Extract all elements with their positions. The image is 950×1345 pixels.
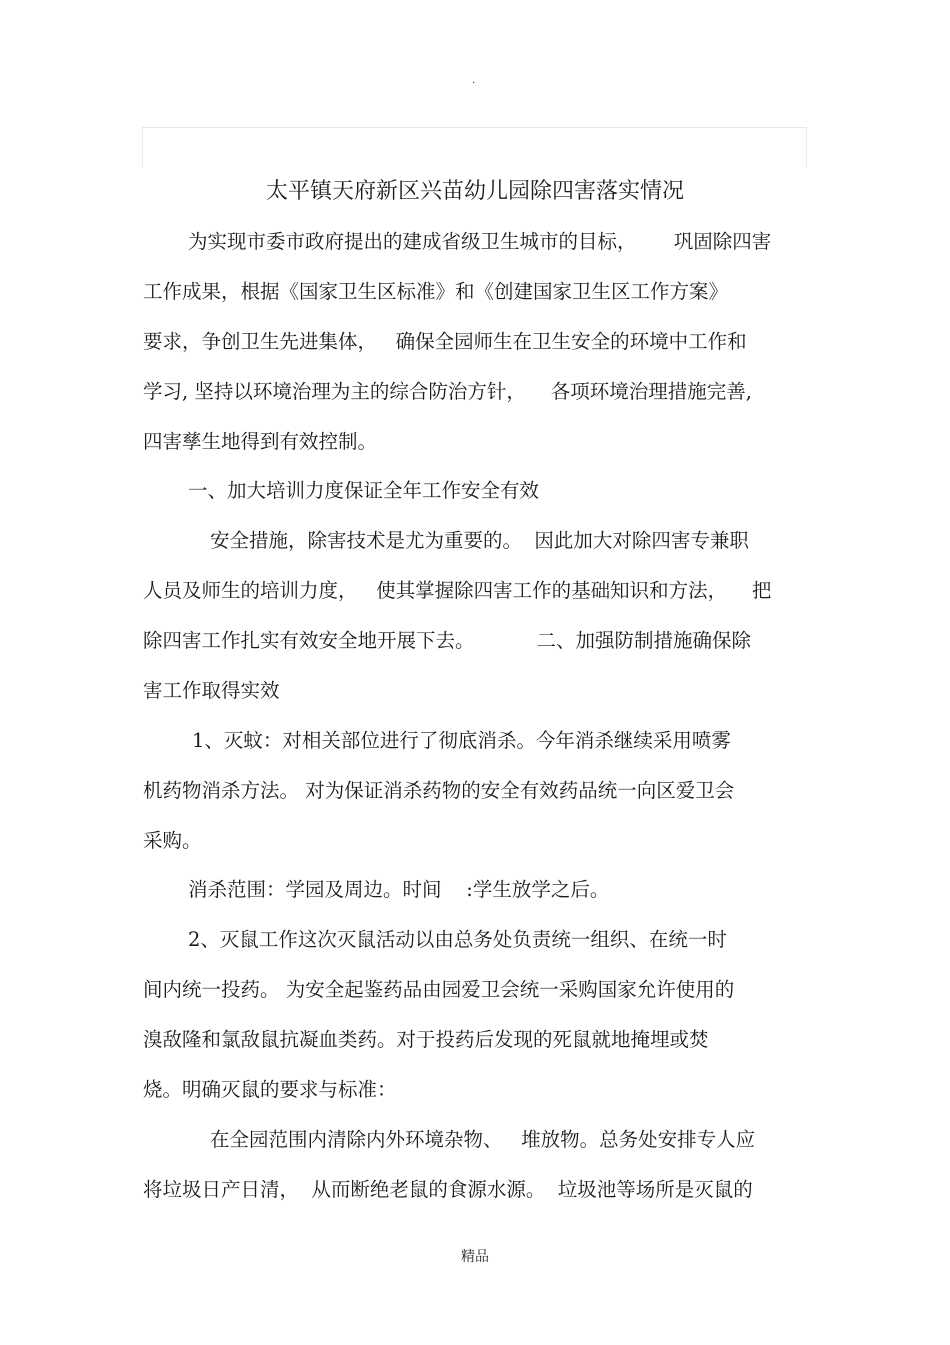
body-line: 为实现市委市政府提出的建成省级卫生城市的目标， 巩固除四害 — [188, 230, 772, 253]
body-line: 害工作取得实效 — [143, 679, 280, 702]
body-line: 烧。明确灭鼠的要求与标准： — [143, 1078, 397, 1101]
body-line: 1、灭蚊：对相关部位进行了彻底消杀。今年消杀继续采用喷雾 — [192, 729, 731, 752]
document-title: 太平镇天府新区兴苗幼儿园除四害落实情况 — [265, 179, 684, 204]
body-line: 要求，争创卫生先进集体， 确保全园师生在卫生安全的环境中工作和 — [143, 330, 747, 353]
body-line: 消杀范围：学园及周边。时间 :学生放学之后。 — [188, 878, 610, 901]
body-line: 工作成果，根据《国家卫生区标准》和《创建国家卫生区工作方案》 — [143, 280, 729, 303]
body-line: 间内统一投药。 为安全起鉴药品由园爱卫会统一采购国家允许使用的 — [143, 978, 735, 1001]
body-line: 安全措施，除害技术是尤为重要的。 因此加大对除四害专兼职 — [210, 529, 749, 552]
body-line: 溴敌隆和氯敌鼠抗凝血类药。对于投药后发现的死鼠就地掩埋或焚 — [143, 1028, 709, 1051]
body-line: 机药物消杀方法。 对为保证消杀药物的安全有效药品统一向区爱卫会 — [143, 779, 735, 802]
body-line: 在全园范围内清除内外环境杂物、 堆放物。总务处安排专人应 — [210, 1128, 756, 1151]
body-line: 2、灭鼠工作这次灭鼠活动以由总务处负责统一组织、在统一时 — [188, 928, 727, 951]
body-line: 四害孳生地得到有效控制。 — [143, 430, 378, 453]
section-heading: 一、加大培训力度保证全年工作安全有效 — [188, 479, 540, 502]
body-line: 人员及师生的培训力度， 使其掌握除四害工作的基础知识和方法， 把 — [143, 579, 772, 602]
body-line: 除四害工作扎实有效安全地开展下去。 二、加强防制措施确保除 — [143, 629, 751, 652]
header-dot: . — [472, 75, 476, 86]
body-line: 学习, 坚持以环境治理为主的综合防治方针， 各项环境治理措施完善, — [143, 380, 752, 403]
body-line: 采购。 — [143, 829, 202, 852]
body-line: 将垃圾日产日清， 从而断绝老鼠的食源水源。 垃圾池等场所是灭鼠的 — [143, 1178, 753, 1201]
page-footer: 精品 — [461, 1249, 489, 1265]
header-frame — [142, 127, 807, 167]
